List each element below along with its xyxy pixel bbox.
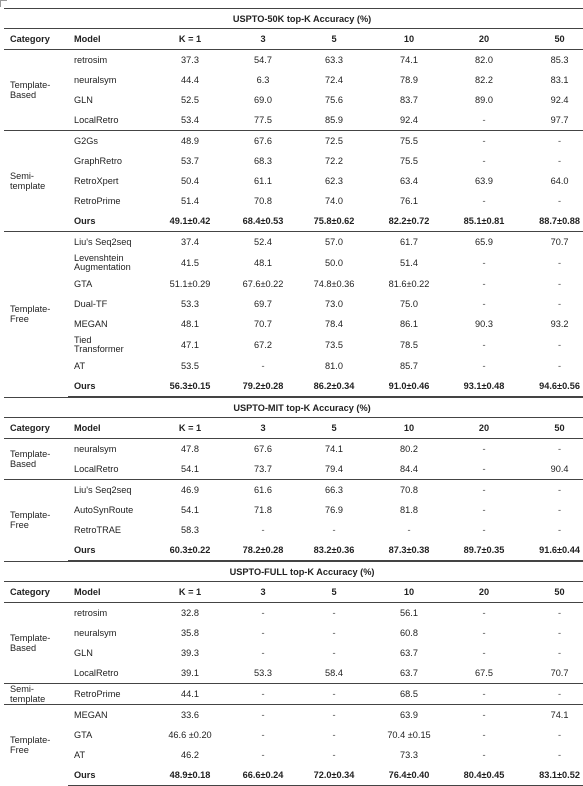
table-row-ours: [4, 376, 583, 397]
model-name: GTA: [74, 278, 93, 289]
column-header-k: 3: [227, 582, 299, 603]
accuracy-value: 85.7: [400, 361, 418, 371]
table-row: [4, 151, 583, 171]
table-row: [4, 745, 583, 765]
accuracy-value: -: [558, 279, 562, 289]
model-name: neuralsym: [74, 627, 117, 638]
accuracy-value: 77.5: [254, 115, 272, 125]
table-row-ours: [4, 540, 583, 561]
column-header-category: Category: [4, 582, 68, 603]
table-row: [4, 232, 583, 253]
accuracy-value: 72.0±0.34: [299, 765, 369, 786]
accuracy-value: 51.1±0.29: [169, 279, 211, 289]
accuracy-value: 37.3: [181, 55, 199, 65]
accuracy-value: -: [482, 279, 486, 289]
accuracy-value: 76.9: [325, 505, 343, 515]
accuracy-value: 75.8±0.62: [313, 216, 355, 226]
accuracy-value: 72.4: [325, 75, 343, 85]
accuracy-value: 52.5: [181, 95, 199, 105]
table-row: [4, 314, 583, 334]
column-header-k: 5: [299, 582, 369, 603]
accuracy-value: 88.7±0.88: [539, 216, 580, 226]
table-row-ours: [4, 211, 583, 232]
table-row: [4, 131, 583, 152]
accuracy-value: -: [332, 525, 336, 535]
accuracy-value: 86.2±0.34: [299, 376, 369, 397]
accuracy-value: -: [558, 628, 562, 638]
table-row: [4, 274, 583, 294]
accuracy-value: 54.1: [181, 505, 199, 515]
table-row: [4, 90, 583, 110]
accuracy-value: 47.8: [181, 444, 199, 454]
accuracy-value: -: [261, 525, 265, 535]
accuracy-value: 65.9: [449, 232, 519, 253]
accuracy-value: -: [482, 750, 486, 760]
accuracy-value: 78.2±0.28: [227, 540, 299, 561]
accuracy-value: -: [558, 258, 562, 268]
accuracy-value: 73.0: [325, 299, 343, 309]
accuracy-value: 33.6: [153, 705, 227, 726]
accuracy-value: -: [482, 505, 486, 515]
accuracy-value: -: [482, 525, 486, 535]
accuracy-value: 70.8: [369, 480, 449, 501]
accuracy-value: 48.9±0.18: [153, 765, 227, 786]
accuracy-value: 52.4: [227, 232, 299, 253]
accuracy-value: 91.0±0.46: [369, 376, 449, 397]
accuracy-value: 53.7: [181, 156, 199, 166]
model-name: GraphRetro: [74, 155, 123, 166]
accuracy-value: -: [449, 480, 519, 501]
accuracy-value: 82.2: [475, 75, 493, 85]
accuracy-value: 58.3: [181, 525, 199, 535]
accuracy-value: -: [482, 156, 486, 166]
column-header-k: K = 1: [153, 582, 227, 603]
accuracy-value: 63.3: [325, 55, 343, 65]
accuracy-value: 90.4: [550, 464, 569, 474]
accuracy-value: 80.2: [400, 444, 418, 454]
accuracy-value: 85.3: [550, 55, 569, 65]
accuracy-value: -: [261, 750, 265, 760]
accuracy-value: -: [482, 464, 486, 474]
accuracy-value: 57.0: [299, 232, 369, 253]
accuracy-value: 58.4: [325, 668, 343, 678]
accuracy-value: 97.7: [550, 115, 569, 125]
table-row: [4, 725, 583, 745]
table-row: [4, 439, 583, 460]
model-name: Levenshtein Augmentation: [74, 253, 131, 272]
accuracy-value: -: [519, 480, 583, 501]
column-header-k: 5: [299, 418, 369, 439]
accuracy-value: 61.7: [369, 232, 449, 253]
table-title: USPTO-50K top-K Accuracy (%): [4, 9, 583, 29]
accuracy-value: 81.8: [400, 505, 418, 515]
model-name: LocalRetro: [74, 114, 119, 125]
column-header-k: K = 1: [153, 418, 227, 439]
accuracy-value: -: [482, 196, 486, 206]
table-row: [4, 110, 583, 131]
model-name: RetroPrime: [74, 195, 121, 206]
accuracy-value: 80.4±0.45: [449, 765, 519, 786]
results-tables: [4, 8, 580, 786]
column-header-model: Model: [68, 29, 153, 50]
accuracy-value: -: [482, 730, 486, 740]
accuracy-value: -: [482, 361, 486, 371]
accuracy-value: 68.3: [254, 156, 272, 166]
table-row: [4, 334, 583, 356]
accuracy-value: 46.2: [181, 750, 199, 760]
accuracy-value: -: [482, 444, 486, 454]
table-row: [4, 663, 583, 684]
accuracy-value: -: [299, 705, 369, 726]
accuracy-value: -: [332, 608, 336, 618]
table-row: [4, 623, 583, 643]
accuracy-value: 32.8: [181, 608, 199, 618]
table-row: [4, 50, 583, 71]
column-header-k: K = 1: [153, 29, 227, 50]
accuracy-value: 66.6±0.24: [227, 765, 299, 786]
model-name: RetroPrime: [68, 684, 153, 705]
accuracy-value: 93.1±0.48: [449, 376, 519, 397]
model-name: Dual-TF: [74, 298, 108, 309]
column-header-k: 20: [449, 29, 519, 50]
accuracy-value: 83.1±0.52: [519, 765, 583, 786]
category-label: Template- Free: [4, 705, 68, 786]
accuracy-value: 62.3: [325, 176, 343, 186]
accuracy-value: -: [482, 115, 486, 125]
accuracy-value: 63.7: [400, 648, 418, 658]
model-name: LocalRetro: [74, 463, 119, 474]
accuracy-value: 83.1: [550, 75, 569, 85]
accuracy-value: 53.3: [181, 299, 199, 309]
accuracy-value: 93.2: [550, 319, 569, 329]
accuracy-value: 94.6±0.56: [519, 376, 583, 397]
accuracy-value: 44.4: [181, 75, 199, 85]
accuracy-value: -: [558, 648, 562, 658]
accuracy-value: -: [407, 525, 411, 535]
accuracy-value: -: [482, 608, 486, 618]
accuracy-value: 82.0: [475, 55, 493, 65]
accuracy-value: 75.0: [400, 299, 418, 309]
accuracy-table: [4, 8, 583, 397]
accuracy-value: 51.4: [181, 196, 199, 206]
accuracy-value: -: [332, 648, 336, 658]
accuracy-value: -: [558, 505, 562, 515]
model-name: retrosim: [74, 54, 108, 65]
accuracy-value: 70.7: [519, 232, 583, 253]
category-label: Semi- template: [4, 684, 68, 705]
accuracy-value: -: [261, 648, 265, 658]
accuracy-value: 90.3: [475, 319, 493, 329]
model-name: RetroXpert: [74, 175, 119, 186]
accuracy-value: 74.1: [325, 444, 343, 454]
accuracy-value: -: [227, 705, 299, 726]
table-row: [4, 684, 583, 705]
model-name: G2Gs: [68, 131, 153, 152]
accuracy-value: -: [558, 730, 562, 740]
accuracy-value: 63.9: [475, 176, 493, 186]
accuracy-value: 51.4: [400, 258, 418, 268]
accuracy-value: 60.8: [400, 628, 418, 638]
accuracy-value: -: [261, 361, 265, 371]
column-header-k: 3: [227, 418, 299, 439]
accuracy-value: -: [482, 648, 486, 658]
accuracy-value: 56.1: [400, 608, 418, 618]
column-header-k: 20: [449, 418, 519, 439]
accuracy-value: 61.1: [254, 176, 272, 186]
column-header-k: 50: [519, 582, 583, 603]
category-label: Template- Free: [4, 480, 68, 561]
column-header-k: 3: [227, 29, 299, 50]
column-header-model: Model: [68, 582, 153, 603]
accuracy-value: 44.1: [153, 684, 227, 705]
accuracy-value: -: [558, 750, 562, 760]
column-header-model: Model: [68, 418, 153, 439]
model-name: Liu's Seq2seq: [68, 480, 153, 501]
accuracy-value: -: [558, 340, 562, 350]
accuracy-value: 63.4: [400, 176, 418, 186]
accuracy-value: 89.7±0.35: [449, 540, 519, 561]
accuracy-value: 47.1: [181, 340, 199, 350]
accuracy-value: -: [482, 258, 486, 268]
table-row: [4, 643, 583, 663]
table-row: [4, 603, 583, 624]
accuracy-value: -: [558, 156, 562, 166]
table-row: [4, 705, 583, 726]
accuracy-value: -: [558, 196, 562, 206]
accuracy-value: -: [482, 340, 486, 350]
accuracy-value: -: [558, 299, 562, 309]
column-header-k: 10: [369, 582, 449, 603]
accuracy-value: 69.0: [254, 95, 272, 105]
model-name: Tied Transformer: [74, 335, 124, 354]
accuracy-value: 74.8±0.36: [313, 279, 355, 289]
accuracy-value: 74.1: [400, 55, 418, 65]
accuracy-value: 60.3±0.22: [153, 540, 227, 561]
category-label: Template- Based: [10, 449, 51, 469]
table-row: [4, 356, 583, 376]
table-row: [4, 171, 583, 191]
column-header-category: Category: [4, 418, 68, 439]
accuracy-value: -: [449, 131, 519, 152]
accuracy-value: 89.0: [475, 95, 493, 105]
accuracy-value: 75.5: [400, 156, 418, 166]
accuracy-value: 68.5: [369, 684, 449, 705]
accuracy-value: -: [519, 684, 583, 705]
accuracy-value: -: [299, 684, 369, 705]
accuracy-value: 72.2: [325, 156, 343, 166]
accuracy-value: -: [332, 730, 336, 740]
accuracy-value: 53.5: [181, 361, 199, 371]
column-header-k: 10: [369, 418, 449, 439]
accuracy-value: 70.4 ±0.15: [387, 730, 431, 740]
accuracy-value: 81.6±0.22: [388, 279, 430, 289]
accuracy-value: 71.8: [254, 505, 272, 515]
table-title: USPTO-FULL top-K Accuracy (%): [4, 562, 583, 582]
accuracy-value: 86.1: [400, 319, 418, 329]
column-header-k: 5: [299, 29, 369, 50]
accuracy-value: 70.7: [550, 668, 569, 678]
accuracy-value: 46.9: [153, 480, 227, 501]
accuracy-value: -: [558, 525, 562, 535]
accuracy-value: 82.2±0.72: [388, 216, 430, 226]
category-label: Template- Based: [10, 633, 51, 653]
model-name: AutoSynRoute: [74, 504, 134, 515]
accuracy-value: 49.1±0.42: [169, 216, 211, 226]
accuracy-value: -: [482, 628, 486, 638]
accuracy-value: -: [519, 131, 583, 152]
column-header-k: 50: [519, 418, 583, 439]
accuracy-value: 74.1: [519, 705, 583, 726]
accuracy-value: 67.6: [227, 131, 299, 152]
model-name: GLN: [74, 647, 93, 658]
accuracy-value: 85.9: [325, 115, 343, 125]
accuracy-value: 39.1: [181, 668, 199, 678]
category-label: Template- Based: [10, 80, 51, 100]
accuracy-value: 63.9: [369, 705, 449, 726]
accuracy-value: 87.3±0.38: [369, 540, 449, 561]
accuracy-value: 50.0: [325, 258, 343, 268]
model-name: MEGAN: [68, 705, 153, 726]
accuracy-value: 79.2±0.28: [227, 376, 299, 397]
model-name: Ours: [74, 215, 96, 226]
model-name: Ours: [68, 765, 153, 786]
model-name: GLN: [74, 94, 93, 105]
model-name: retrosim: [74, 607, 108, 618]
accuracy-value: 67.5: [475, 668, 493, 678]
accuracy-value: -: [558, 608, 562, 618]
accuracy-value: 91.6±0.44: [519, 540, 583, 561]
table-row: [4, 459, 583, 480]
accuracy-value: 78.4: [325, 319, 343, 329]
accuracy-value: 39.3: [181, 648, 199, 658]
model-name: AT: [74, 360, 86, 371]
accuracy-value: 74.0: [325, 196, 343, 206]
accuracy-value: -: [261, 608, 265, 618]
accuracy-value: 63.7: [400, 668, 418, 678]
model-name: AT: [74, 749, 86, 760]
accuracy-value: 73.3: [400, 750, 418, 760]
accuracy-value: 54.1: [181, 464, 199, 474]
accuracy-value: 79.4: [325, 464, 343, 474]
accuracy-value: 92.4: [550, 95, 569, 105]
accuracy-value: -: [558, 361, 562, 371]
accuracy-value: 73.5: [325, 340, 343, 350]
accuracy-table: [4, 397, 583, 561]
model-name: Ours: [68, 540, 153, 561]
accuracy-value: -: [449, 684, 519, 705]
accuracy-value: 83.2±0.36: [299, 540, 369, 561]
table-row: [4, 294, 583, 314]
accuracy-value: 54.7: [254, 55, 272, 65]
page-corner-mark: [0, 0, 7, 7]
model-name: GTA: [74, 729, 93, 740]
accuracy-value: 81.0: [325, 361, 343, 371]
model-name: LocalRetro: [74, 667, 119, 678]
accuracy-value: 76.4±0.40: [369, 765, 449, 786]
table-row: [4, 70, 583, 90]
accuracy-value: 46.6 ±0.20: [168, 730, 212, 740]
accuracy-value: 84.4: [400, 464, 418, 474]
table-title: USPTO-MIT top-K Accuracy (%): [4, 398, 583, 418]
accuracy-value: -: [261, 730, 265, 740]
accuracy-value: 56.3±0.15: [153, 376, 227, 397]
accuracy-value: -: [482, 299, 486, 309]
accuracy-value: -: [558, 444, 562, 454]
accuracy-value: 48.1: [254, 258, 272, 268]
accuracy-value: 67.6: [254, 444, 272, 454]
accuracy-value: 73.7: [254, 464, 272, 474]
accuracy-value: 83.7: [400, 95, 418, 105]
accuracy-value: 68.4±0.53: [242, 216, 284, 226]
column-header-k: 50: [519, 29, 583, 50]
column-header-k: 20: [449, 582, 519, 603]
accuracy-value: 48.9: [153, 131, 227, 152]
table-row: [4, 191, 583, 211]
table-row: [4, 252, 583, 274]
accuracy-value: 35.8: [181, 628, 199, 638]
table-row: [4, 480, 583, 501]
accuracy-value: 50.4: [181, 176, 199, 186]
accuracy-value: 78.5: [400, 340, 418, 350]
accuracy-value: -: [449, 705, 519, 726]
accuracy-value: 37.4: [153, 232, 227, 253]
accuracy-value: 41.5: [181, 258, 199, 268]
category-label: Template- Free: [4, 232, 68, 397]
accuracy-value: -: [261, 628, 265, 638]
table-row: [4, 500, 583, 520]
accuracy-value: 92.4: [400, 115, 418, 125]
column-header-k: 10: [369, 29, 449, 50]
model-name: RetroTRAE: [74, 524, 121, 535]
table-row: [4, 520, 583, 540]
accuracy-value: 70.8: [254, 196, 272, 206]
accuracy-value: 85.1±0.81: [463, 216, 505, 226]
accuracy-value: 70.7: [254, 319, 272, 329]
accuracy-value: -: [227, 684, 299, 705]
column-header-category: Category: [4, 29, 68, 50]
model-name: neuralsym: [74, 74, 117, 85]
accuracy-value: 67.2: [254, 340, 272, 350]
accuracy-value: -: [332, 628, 336, 638]
accuracy-value: 69.7: [254, 299, 272, 309]
accuracy-value: -: [332, 750, 336, 760]
accuracy-value: 76.1: [400, 196, 418, 206]
category-label: Semi- template: [4, 131, 68, 232]
accuracy-table: [4, 561, 583, 786]
accuracy-value: 64.0: [550, 176, 569, 186]
model-name: Ours: [68, 376, 153, 397]
accuracy-value: 75.5: [369, 131, 449, 152]
model-name: neuralsym: [74, 443, 117, 454]
accuracy-value: 6.3: [256, 75, 270, 85]
accuracy-value: 72.5: [299, 131, 369, 152]
accuracy-value: 75.6: [325, 95, 343, 105]
accuracy-value: 48.1: [181, 319, 199, 329]
accuracy-value: 67.6±0.22: [242, 279, 284, 289]
accuracy-value: 78.9: [400, 75, 418, 85]
accuracy-value: 66.3: [299, 480, 369, 501]
accuracy-value: 61.6: [227, 480, 299, 501]
model-name: Liu's Seq2seq: [68, 232, 153, 253]
model-name: MEGAN: [74, 318, 108, 329]
table-row-ours: [4, 765, 583, 786]
accuracy-value: 53.4: [181, 115, 199, 125]
accuracy-value: 53.3: [254, 668, 272, 678]
